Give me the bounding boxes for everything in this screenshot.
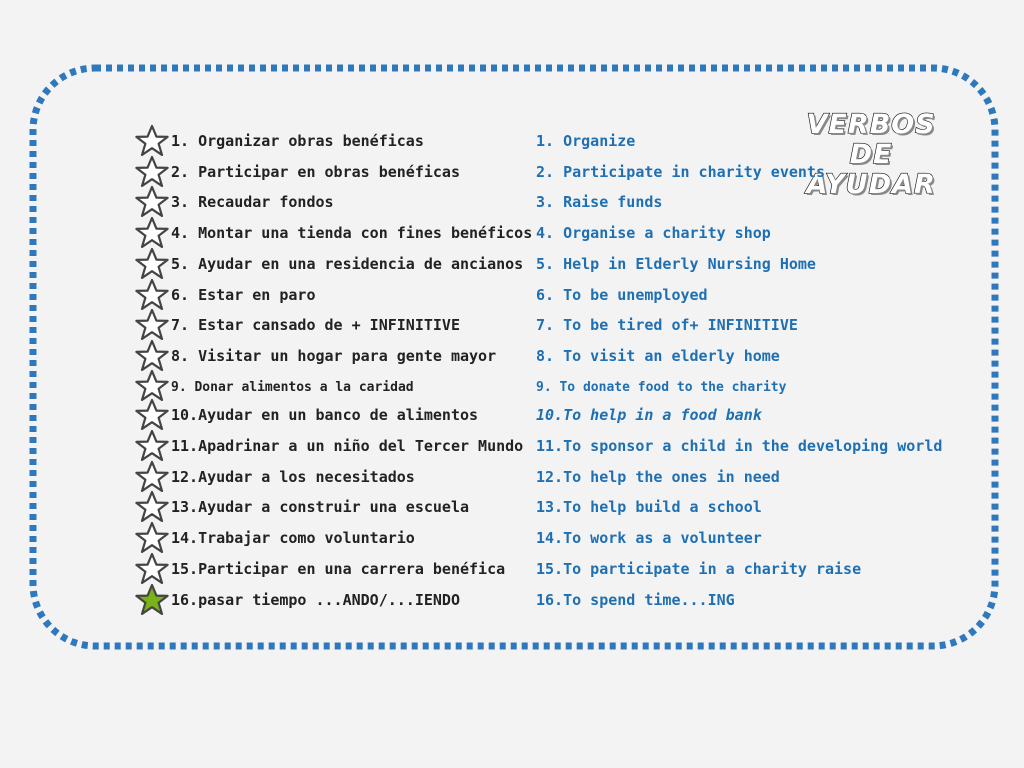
english-phrase: 16.To spend time...ING xyxy=(536,591,735,609)
spanish-phrase: 11.Apadrinar a un niño del Tercer Mundo xyxy=(171,437,524,455)
english-phrase: 5. Help in Elderly Nursing Home xyxy=(536,255,816,273)
star-outline-icon xyxy=(135,490,169,524)
star-outline-icon xyxy=(135,185,169,219)
spanish-phrase: 10.Ayudar en un banco de alimentos xyxy=(171,406,479,424)
english-phrase: 15.To participate in a charity raise xyxy=(536,560,862,578)
spanish-phrase: 13.Ayudar a construir una escuela xyxy=(171,498,470,516)
spanish-phrase: 5. Ayudar en una residencia de ancianos xyxy=(171,255,524,273)
star-outline-icon xyxy=(135,521,169,555)
spanish-phrase: 16.pasar tiempo ...ANDO/...IENDO xyxy=(171,591,460,609)
star-outline-icon xyxy=(135,429,169,463)
star-outline-icon xyxy=(135,308,169,342)
title-line-ayudar: AYUDAR xyxy=(806,169,936,200)
english-phrase: 7. To be tired of+ INFINITIVE xyxy=(536,316,798,334)
star-outline-icon xyxy=(135,460,169,494)
spanish-phrase: 9. Donar alimentos a la caridad xyxy=(171,380,414,395)
spanish-phrase: 15.Participar en una carrera benéfica xyxy=(171,560,506,578)
star-outline-icon xyxy=(135,155,169,189)
spanish-phrase: 6. Estar en paro xyxy=(171,286,316,304)
star-outline-icon xyxy=(135,278,169,312)
english-phrase: 6. To be unemployed xyxy=(536,286,708,304)
english-phrase: 12.To help the ones in need xyxy=(536,468,780,486)
spanish-phrase: 2. Participar en obras benéficas xyxy=(171,163,460,181)
english-phrase: 1. Organize xyxy=(536,132,636,150)
english-phrase: 10.To help in a food bank xyxy=(536,406,762,424)
star-outline-icon xyxy=(135,216,169,250)
star-outline-icon xyxy=(135,552,169,586)
title-line-verbos: VERBOS xyxy=(806,109,936,140)
english-phrase: 14.To work as a volunteer xyxy=(536,529,762,547)
spanish-phrase: 14.Trabajar como voluntario xyxy=(171,529,415,547)
spanish-phrase: 7. Estar cansado de + INFINITIVE xyxy=(171,316,460,334)
english-phrase: 13.To help build a school xyxy=(536,498,762,516)
english-phrase: 8. To visit an elderly home xyxy=(536,347,780,365)
star-outline-icon xyxy=(135,398,169,432)
english-phrase: 4. Organise a charity shop xyxy=(536,224,771,242)
spanish-phrase: 3. Recaudar fondos xyxy=(171,193,334,211)
star-outline-icon xyxy=(135,339,169,373)
english-phrase: 11.To sponsor a child in the developing world xyxy=(536,437,943,455)
spanish-phrase: 1. Organizar obras benéficas xyxy=(171,132,424,150)
english-phrase: 3. Raise funds xyxy=(536,193,663,211)
english-phrase: 2. Participate in charity events xyxy=(536,163,825,181)
star-outline-icon xyxy=(135,247,169,281)
green-star-icon xyxy=(135,583,169,617)
star-outline-icon xyxy=(135,124,169,158)
title-line-de: DE xyxy=(849,139,893,170)
spanish-phrase: 12.Ayudar a los necesitados xyxy=(171,468,415,486)
spanish-phrase: 4. Montar una tienda con fines benéficos xyxy=(171,224,533,242)
spanish-phrase: 8. Visitar un hogar para gente mayor xyxy=(171,347,497,365)
english-phrase: 9. To donate food to the charity xyxy=(536,380,787,395)
list-item xyxy=(0,588,1024,618)
